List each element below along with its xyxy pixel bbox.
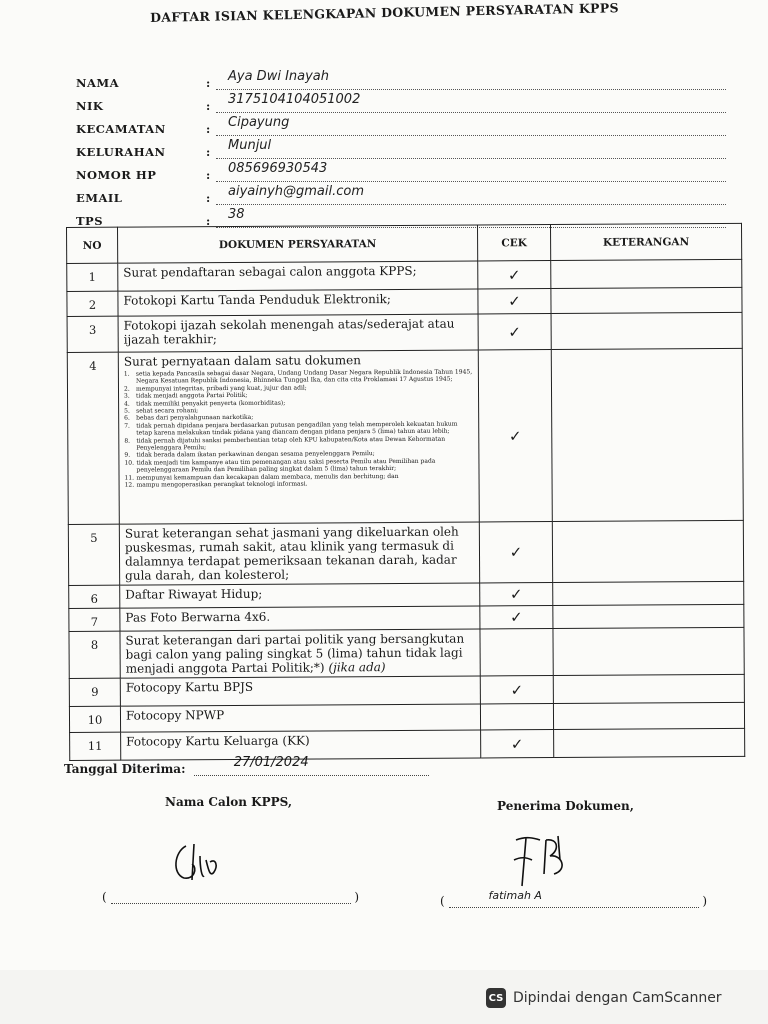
keterangan-cell (553, 702, 744, 729)
field-label: KECAMATAN (76, 122, 166, 136)
field-value-kelurahan: Munjul (228, 138, 272, 153)
field-email: EMAIL : aiyainyh@gmail.com (76, 187, 726, 210)
camscanner-logo-icon: CS (486, 988, 506, 1008)
camscanner-text: Dipindai dengan CamScanner (513, 990, 722, 1006)
identity-fields (76, 69, 726, 233)
check-mark: ✓ (478, 314, 551, 350)
table-row: 5 Surat keterangan sehat jasmani yang dikeluarkan oleh puskesmas, rumah sakit, atau klinik yang termasuk di dalamnya terdapat pemeriksaan tekanan darah, kadar gula darah, dan kolesterol; ✓ (68, 520, 743, 585)
header-dokumen: DOKUMEN PERSYARATAN (118, 225, 478, 263)
keterangan-cell (551, 348, 743, 521)
keterangan-cell (551, 312, 742, 349)
header-cek: CEK (477, 225, 550, 261)
field-kecamatan: KECAMATAN : Cipayung (76, 118, 726, 141)
table-row: 11 Fotocopy Kartu Keluarga (KK) ✓ (70, 728, 745, 760)
field-label: NOMOR HP (76, 168, 157, 182)
check-mark (480, 704, 553, 730)
receiver-signature (510, 830, 580, 890)
header-keterangan: KETERANGAN (550, 223, 741, 260)
field-value-nomor-hp: 085696930543 (228, 161, 328, 176)
document-title: DAFTAR ISIAN KELENGKAPAN DOKUMEN PERSYARATAN KPPS (150, 0, 619, 25)
keterangan-cell (554, 728, 745, 757)
keterangan-cell (553, 674, 744, 703)
field-label: NAMA (76, 76, 120, 90)
table-row: 4 Surat pernyataan dalam satu dokumen 1. setia kepada Pancasila sebagai dasar Negara, Undang Undang Dasar Negara Republik Indonesia Tahun 1945, Negara Kesatuan Republik Indonesia, Bhinneka Tunggal Ika, dan cita cita Proklamasi 17 Agustus 1945; 2. mempunyai integritas, pribadi yang kuat, jujur dan adil; 3. tidak menjadi anggota Partai Politik; 4. tidak memiliki penyakit penyerta (komorbiditas); 5. sehat secara rohani; 6. bebas dari penyalahgunaan narkotika; 7. tidak pernah dipidana penjara berdasarkan putusan pengadilan yang telah memperoleh kekuatan hukum tetap karena melakukan tindak pidana yang diancam dengan pidana penjara 5 (lima) tahun atau lebih; 8. tidak pernah dijatuhi sanksi pemberhentian tetap oleh KPU kabupaten/Kota atau Dewan Kehormatan Penyelenggara Pemilu; 9. tidak berada dalam ikatan perkawinan dengan sesama penyelenggara Pemilu; 10. tidak menjadi tim kampanye atau tim pemenangan atau saksi peserta Pemilu atau Pemilihan pada penyelenggaraan Pemilu dan Pemilihan paling singkat dalam 5 (lima) tahun terakhir; 11. mempunyai kemampuan dan kecakapan dalam membaca, menulis dan berhitung; dan 12. mampu mengoperasikan perangkat teknologi informasi. ✓ (67, 348, 743, 524)
check-mark: ✓ (478, 350, 552, 522)
camscanner-watermark (486, 988, 722, 1008)
keterangan-cell (551, 259, 742, 288)
field-value-tps: 38 (228, 207, 245, 222)
candidate-signature (170, 838, 230, 888)
requirements-table-wrapper (66, 223, 745, 761)
check-mark (480, 629, 553, 676)
field-value-kecamatan: Cipayung (228, 115, 290, 130)
field-value-email: aiyainyh@gmail.com (228, 184, 365, 199)
field-label: TPS (76, 214, 104, 228)
check-mark: ✓ (478, 261, 551, 289)
field-value-nik: 3175104104051002 (228, 92, 361, 107)
received-date-value: 27/01/2024 (233, 755, 309, 770)
table-row: 8 Surat keterangan dari partai politik yang bersangkutan bagi calon yang paling singkat 5 (lima) tahun tidak lagi menjadi anggota Partai Politik;*) (jika ada) (69, 627, 744, 678)
check-mark: ✓ (480, 583, 553, 606)
requirements-table (66, 223, 745, 761)
check-mark: ✓ (480, 676, 553, 704)
header-no: NO (67, 227, 118, 263)
received-date: Tanggal Diterima: 27/01/2024 (64, 762, 429, 776)
table-row: 7 Pas Foto Berwarna 4x6. ✓ (69, 604, 744, 631)
check-mark: ✓ (478, 289, 551, 314)
table-row: 6 Daftar Riwayat Hidup; ✓ (69, 581, 744, 608)
check-mark: ✓ (479, 522, 552, 583)
statement-list: 1. setia kepada Pancasila sebagai dasar Negara, Undang Undang Dasar Negara Republik Indonesia Tahun 1945, Negara Kesatuan Republik Indonesia, Bhinneka Tunggal Ika, dan cita cita Proklamasi 17 Agustus 1945; 2. mempunyai integritas, pribadi yang kuat, jujur dan adil; 3. tidak menjadi anggota Partai Politik; 4. tidak memiliki penyakit penyerta (komorbiditas); 5. sehat secara rohani; 6. bebas dari penyalahgunaan narkotika; 7. tidak pernah dipidana penjara berdasarkan putusan pengadilan yang telah memperoleh kekuatan hukum tetap karena melakukan tindak pidana yang diancam dengan pidana penjara 5 (lima) tahun atau lebih; 8. tidak pernah dijatuhi sanksi pemberhentian tetap oleh KPU kabupaten/Kota atau Dewan Kehormatan Penyelenggara Pemilu; 9. tidak berada dalam ikatan perkawinan dengan sesama penyelenggara Pemilu; 10. tidak menjadi tim kampanye atau tim pemenangan atau saksi peserta Pemilu atau Pemilihan pada penyelenggaraan Pemilu dan Pemilihan paling singkat dalam 5 (lima) tahun terakhir; 11. mempunyai kemampuan dan kecakapan dalam membaca, menulis dan berhitung; dan 12. mampu mengoperasikan perangkat teknologi informasi. (123, 368, 473, 489)
receiver-signature-label: Penerima Dokumen, (497, 799, 634, 813)
field-label: EMAIL (76, 191, 123, 205)
field-label: NIK (76, 99, 104, 113)
keterangan-cell (553, 627, 744, 675)
field-nomor-hp: NOMOR HP : 085696930543 (76, 164, 726, 187)
keterangan-cell (552, 520, 743, 582)
candidate-name-line: ( ) (102, 890, 359, 904)
keterangan-cell (553, 604, 744, 628)
table-row: 2 Fotokopi Kartu Tanda Penduduk Elektronik; ✓ (67, 287, 742, 316)
keterangan-cell (553, 581, 744, 605)
field-label: KELURAHAN (76, 145, 166, 159)
field-tps: TPS : 38 (76, 210, 726, 233)
table-row: 1 Surat pendaftaran sebagai calon anggota KPPS; ✓ (67, 259, 742, 291)
table-row: 10 Fotocopy NPWP (69, 702, 744, 732)
keterangan-cell (551, 287, 742, 313)
check-mark: ✓ (480, 606, 553, 629)
receiver-name: fatimah A (488, 889, 542, 902)
field-nik: NIK : 3175104104051002 (76, 95, 726, 118)
table-row: 9 Fotocopy Kartu BPJS ✓ (69, 674, 744, 706)
candidate-signature-label: Nama Calon KPPS, (165, 795, 293, 809)
field-kelurahan: KELURAHAN : Munjul (76, 141, 726, 164)
table-row: 3 Fotokopi ijazah sekolah menengah atas/sederajat atau ijazah terakhir; ✓ (67, 312, 742, 352)
check-mark: ✓ (481, 730, 554, 758)
field-nama: NAMA : Aya Dwi Inayah (76, 72, 726, 95)
receiver-name-line: ( fatimah A ) (440, 889, 707, 908)
field-value-nama: Aya Dwi Inayah (228, 69, 330, 84)
